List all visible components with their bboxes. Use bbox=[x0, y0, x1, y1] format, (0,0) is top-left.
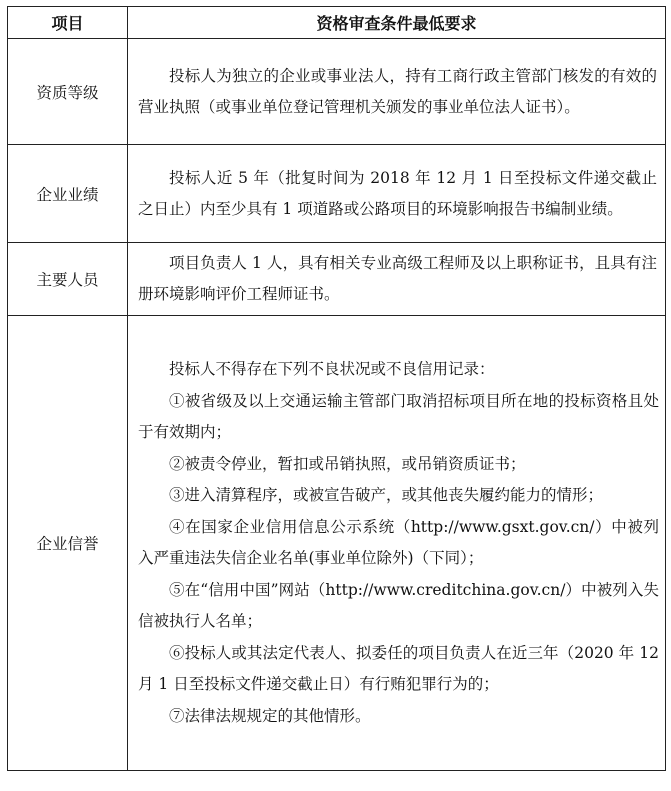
table-row bbox=[8, 145, 666, 243]
table-row bbox=[8, 316, 666, 771]
table-row bbox=[8, 243, 666, 316]
row-label-qualification: 资质等级 bbox=[8, 39, 128, 145]
table-header-row bbox=[8, 7, 666, 39]
paragraph-item-7: ⑦法律法规规定的其他情形。 bbox=[169, 706, 371, 725]
row-content-personnel bbox=[128, 243, 666, 316]
paragraph-item-5: ⑤在“信用中国”网站（http://www.creditchina.gov.cn/）中被列入失信被执行人名单； bbox=[138, 580, 659, 630]
paragraph: 投标人为独立的企业或事业法人，持有工商行政主管部门核发的有效的营业执照（或事业单位登记管理机关颁发的事业单位法人证书）。 bbox=[138, 66, 657, 116]
row-label-performance: 企业业绩 bbox=[8, 145, 128, 243]
paragraph: 项目负责人 1 人，具有相关专业高级工程师及以上职称证书，且具有注册环境影响评价工程师证书。 bbox=[138, 254, 657, 303]
paragraph-item-1: ①被省级及以上交通运输主管部门取消招标项目所在地的投标资格且处于有效期内； bbox=[138, 391, 659, 441]
paragraph: 投标人近 5 年（批复时间为 2018 年 12 月 1 日至投标文件递交截止之日止）内至少具有 1 项道路或公路项目的环境影响报告书编制业绩。 bbox=[138, 168, 657, 218]
table-row bbox=[8, 39, 666, 145]
paragraph-item-3: ③进入清算程序，或被宣告破产，或其他丧失履约能力的情形； bbox=[169, 486, 604, 504]
row-content-performance bbox=[128, 145, 666, 243]
row-content-credit bbox=[128, 316, 666, 771]
paragraph-intro: 投标人不得存在下列不良状况或不良信用记录： bbox=[169, 360, 495, 378]
row-label-personnel: 主要人员 bbox=[8, 243, 128, 316]
paragraph-item-4: ④在国家企业信用信息公示系统（http://www.gsxt.gov.cn/）中被列入严重违法失信企业名单(事业单位除外)（下同）； bbox=[138, 517, 659, 567]
row-content-qualification bbox=[128, 39, 666, 145]
header-item: 项目 bbox=[8, 7, 128, 39]
row-label-credit: 企业信誉 bbox=[8, 316, 128, 771]
header-requirement: 资格审查条件最低要求 bbox=[128, 7, 666, 39]
paragraph-item-2: ②被责令停业，暂扣或吊销执照，或吊销资质证书； bbox=[169, 454, 526, 473]
paragraph-item-6: ⑥投标人或其法定代表人、拟委任的项目负责人在近三年（2020 年 12 月 1 日至投标文件递交截止日）有行贿犯罪行为的； bbox=[138, 643, 659, 693]
qualification-table bbox=[7, 6, 666, 771]
